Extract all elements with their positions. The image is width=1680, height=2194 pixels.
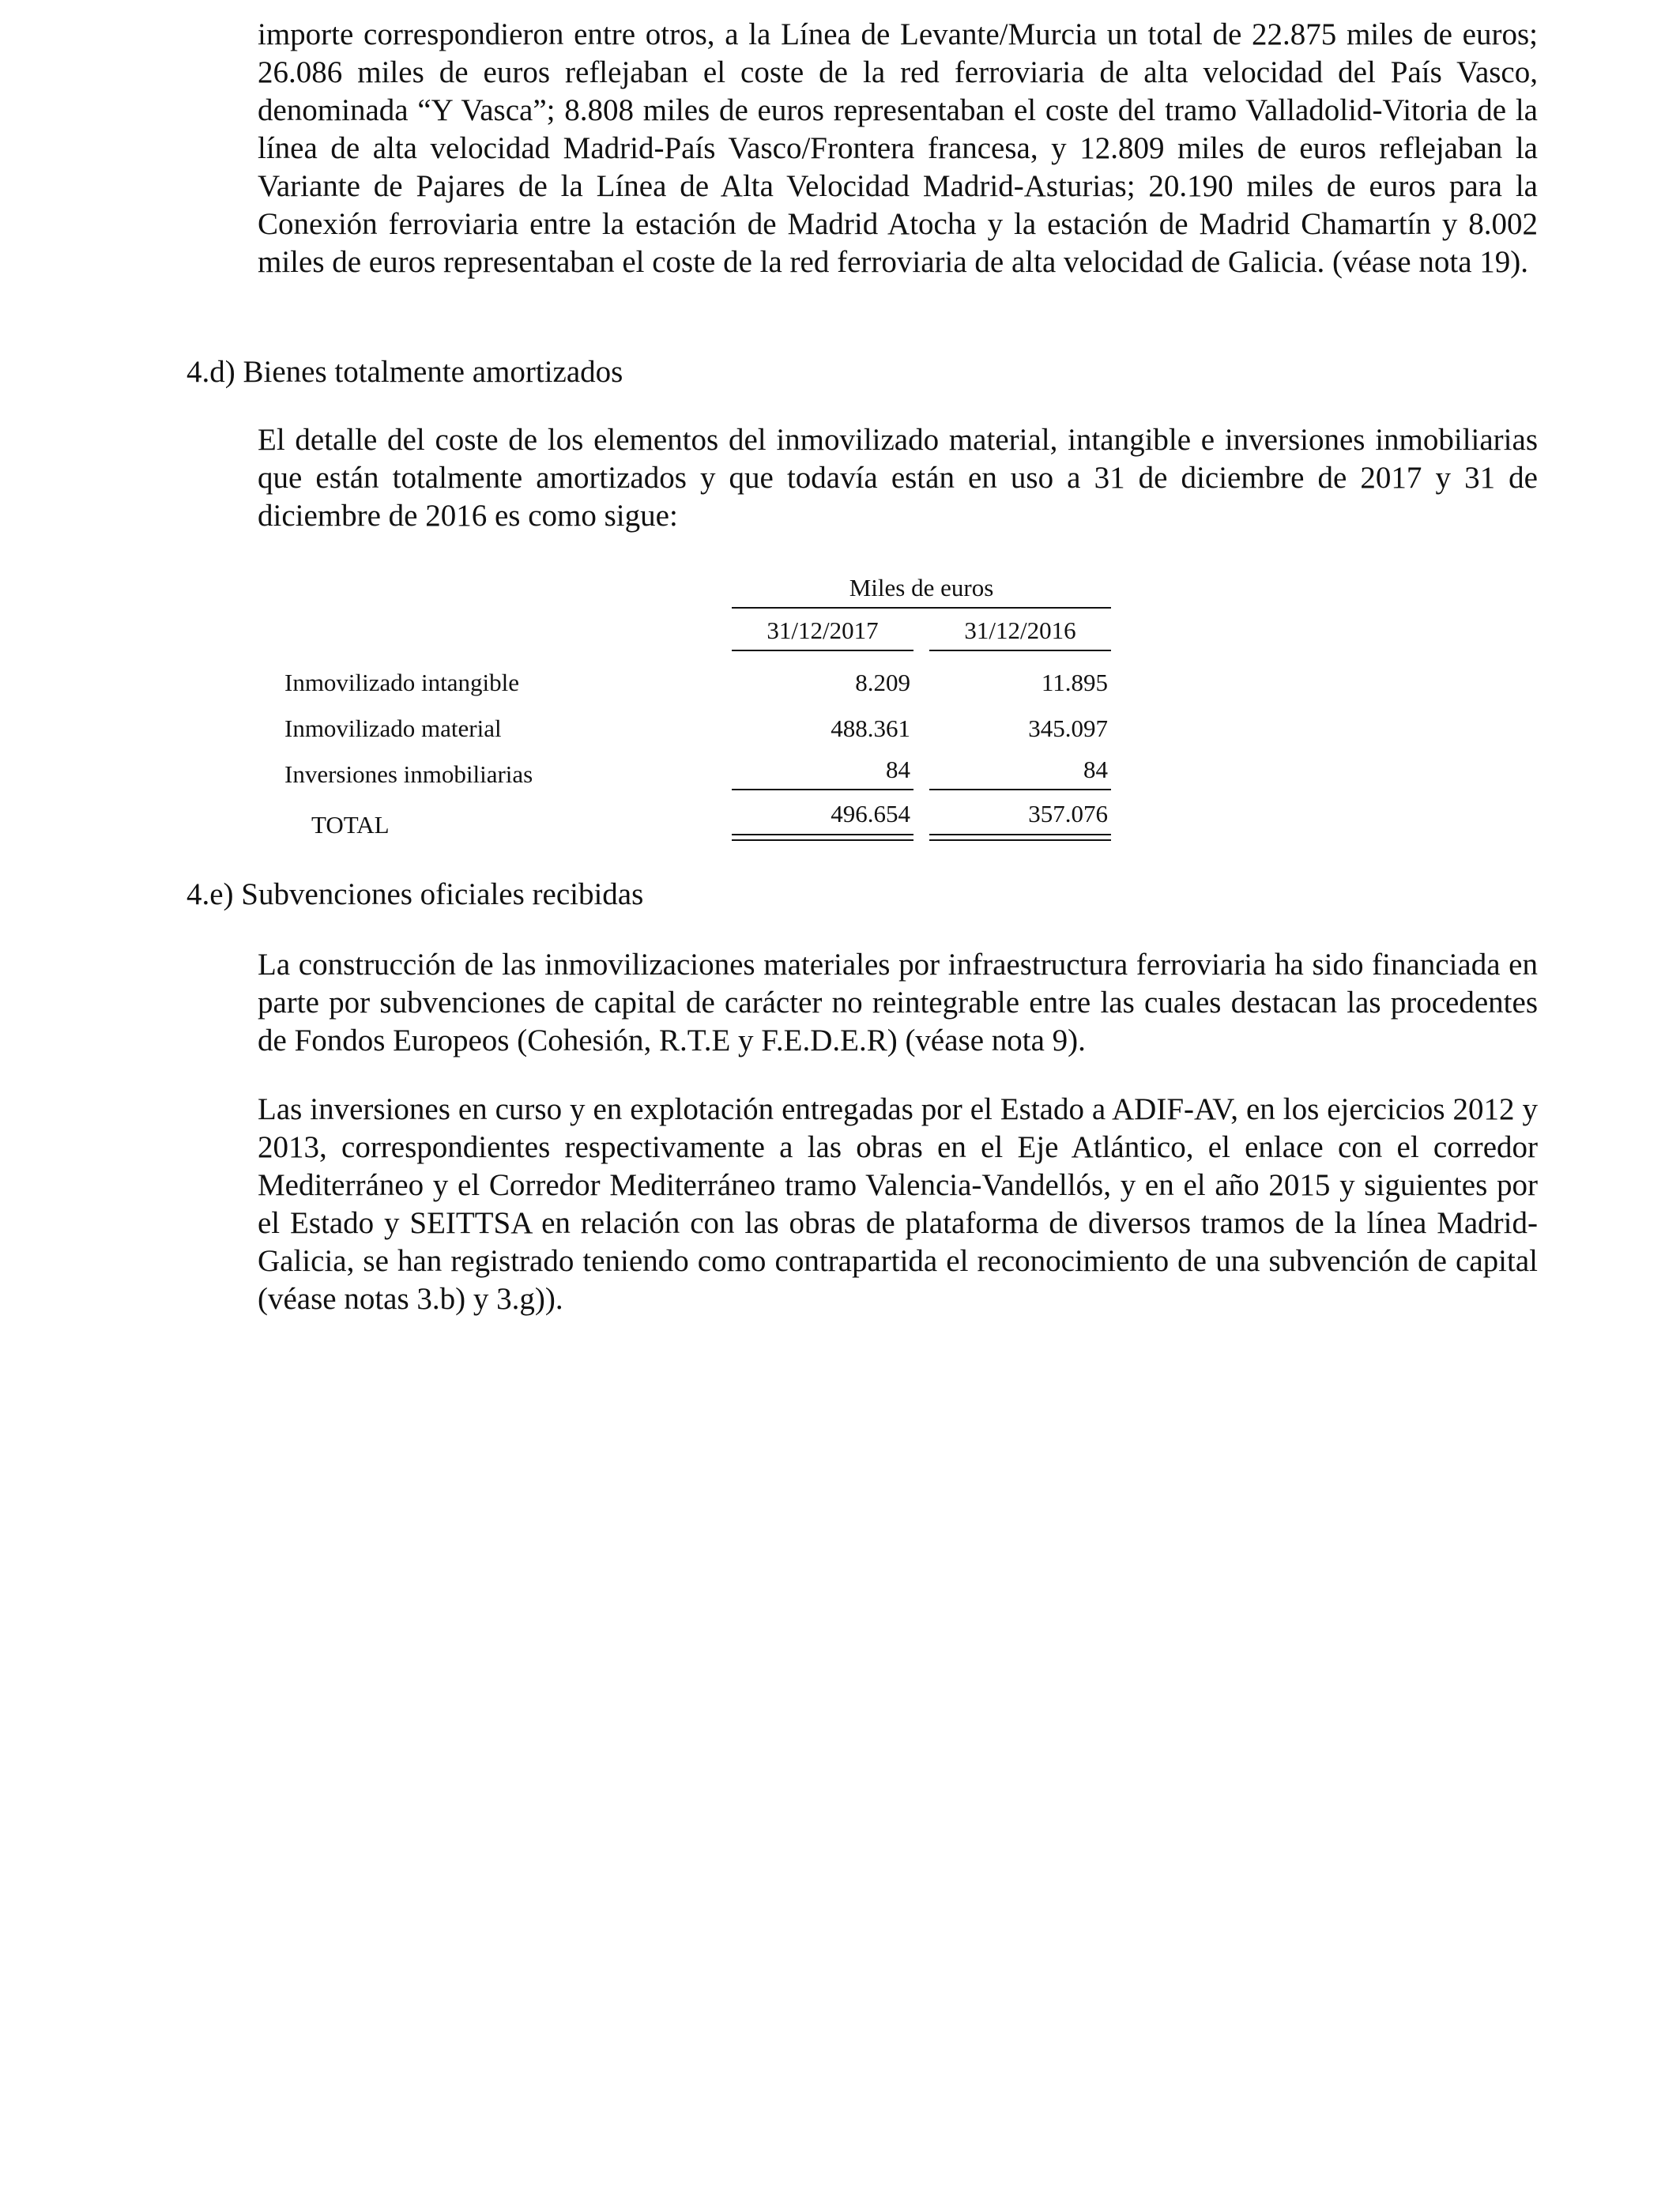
total-double-rule-2016-a bbox=[929, 834, 1111, 835]
paragraph-detalle-coste: El detalle del coste de los elementos del inmovilizado material, intangible e inversiones inmobiliarias que están totalmente amortizados y que todavía están en uso a 31 de diciembre de 2017 y 31 de diciembre de 2016 es como sigue: bbox=[258, 423, 1538, 533]
table-total-2016: 357.076 bbox=[1028, 800, 1108, 827]
table-total-label: TOTAL bbox=[311, 811, 390, 839]
total-double-rule-2017-a bbox=[732, 834, 913, 835]
paragraph-inversiones-en-curso: Las inversiones en curso y en explotación entregadas por el Estado a ADIF-AV, en los ejercicios 2012 y 2013, correspondientes respectivamente a las obras en el Eje Atlántico, el enlace con el corredor Mediterráneo y el Corredor Mediterráneo tramo Valencia-Vandellós, y en el año 2015 y siguientes por el Estado y SEITTSA en relación con las obras de plataforma de diversos tramos de la línea Madrid-Galicia, se han registrado teniendo como contrapartida el reconocimiento de una subvención de capital (véase notas 3.b) y 3.g)). bbox=[258, 1092, 1538, 1316]
table-cell-2017: 8.209 bbox=[855, 669, 910, 696]
table-row-label: Inmovilizado intangible bbox=[284, 669, 520, 696]
table-unit-header: Miles de euros bbox=[849, 574, 994, 601]
subtotal-rule-2016 bbox=[929, 789, 1111, 790]
heading-subvenciones-oficiales: 4.e) Subvenciones oficiales recibidas bbox=[186, 877, 644, 911]
table-cell-2016: 345.097 bbox=[1028, 714, 1108, 742]
paragraph-lineas-alta-velocidad: importe correspondieron entre otros, a la Línea de Levante/Murcia un total de 22.875 miles de euros; 26.086 miles de euros reflejaban el coste de la red ferroviaria de alta velocidad del País Vasco, denominada “Y Vasca”; 8.808 miles de euros representaban el coste del tramo Valladolid-Vitoria de la línea de alta velocidad Madrid-País Vasco/Frontera francesa, y 12.809 miles de euros reflejaban la Variante de Pajares de la Línea de Alta Velocidad Madrid-Asturias; 20.190 miles de euros para la Conexión ferroviaria entre la estación de Madrid Atocha y la estación de Madrid Chamartín y 8.002 miles de euros representaban el coste de la red ferroviaria de alta velocidad de Galicia. (véase nota 19). bbox=[258, 17, 1538, 279]
table-cell-2016: 11.895 bbox=[1041, 669, 1108, 696]
table-header-rule bbox=[732, 607, 1111, 609]
paragraph-construccion-inmovilizaciones: La construcción de las inmovilizaciones materiales por infraestructura ferroviaria ha sido financiada en parte por subvenciones de capital de carácter no reintegrable entre las cuales destacan las procedentes de Fondos Europeos (Cohesión, R.T.E y F.E.D.E.R) (véase nota 9). bbox=[258, 948, 1538, 1057]
column-rule-2017 bbox=[732, 650, 913, 651]
column-header-2017: 31/12/2017 bbox=[767, 616, 879, 644]
subtotal-rule-2017 bbox=[732, 789, 913, 790]
table-total-2017: 496.654 bbox=[831, 800, 910, 827]
heading-bienes-totalmente-amortizados: 4.d) Bienes totalmente amortizados bbox=[186, 355, 623, 389]
table-cell-2017: 84 bbox=[886, 756, 910, 783]
table-row-label: Inversiones inmobiliarias bbox=[284, 760, 533, 788]
total-double-rule-2017-b bbox=[732, 839, 913, 841]
table-cell-2017: 488.361 bbox=[831, 714, 910, 742]
table-row-label: Inmovilizado material bbox=[284, 714, 502, 742]
table-cell-2016: 84 bbox=[1083, 756, 1108, 783]
total-double-rule-2016-b bbox=[929, 839, 1111, 841]
column-header-2016: 31/12/2016 bbox=[964, 616, 1076, 644]
column-rule-2016 bbox=[929, 650, 1111, 651]
